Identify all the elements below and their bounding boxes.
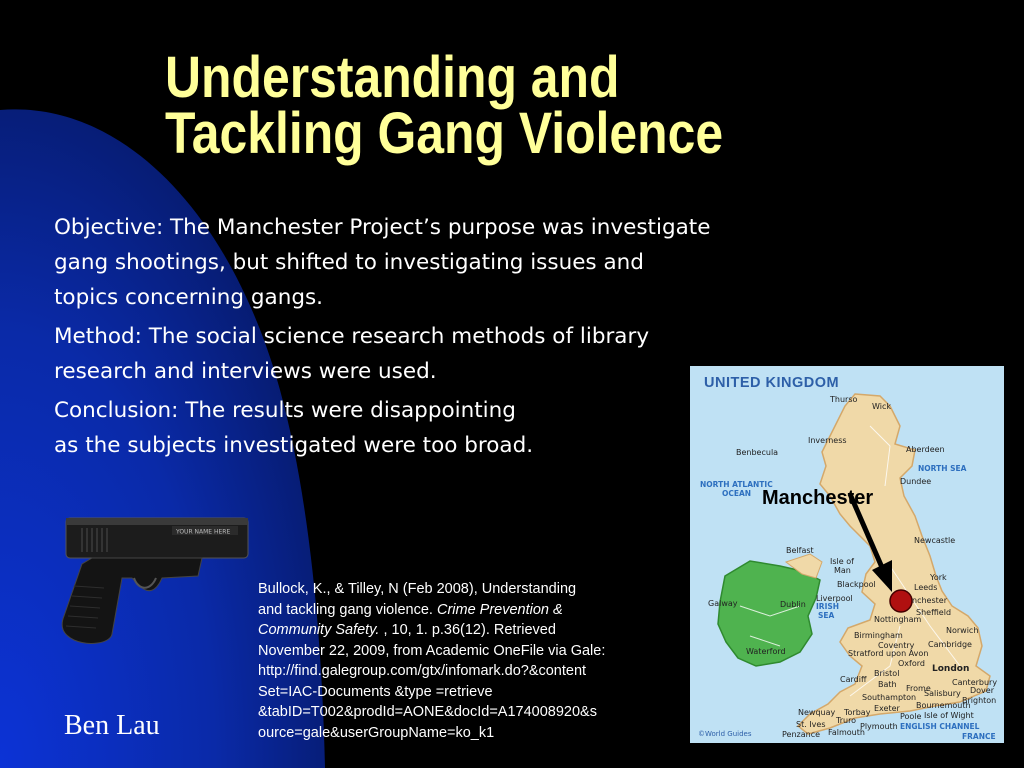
bullet-line: Method: The social science research methods of library [54, 324, 650, 349]
bullet-line: as the subjects investigated were too broad. [54, 433, 534, 458]
map-place-label: Benbecula [736, 448, 779, 457]
map-place-label: FRANCE [962, 732, 996, 741]
map-place-label: Bath [878, 680, 897, 689]
gun-engraving: YOUR NAME HERE [176, 528, 231, 536]
map-place-label: Stratford upon Avon [848, 649, 929, 658]
map-place-label: Sheffield [916, 608, 952, 617]
map-place-label: Leeds [914, 583, 938, 592]
map-credit: ©World Guides [698, 730, 752, 738]
citation-line: &tabID=T002&prodId=AONE&docId=A174008920&s [258, 704, 597, 720]
map-place-label: Cambridge [928, 640, 972, 649]
bullet-line: gang shootings, but shifted to investigating issues and [54, 250, 644, 275]
map-place-label: London [932, 664, 970, 674]
map-place-label: Waterford [746, 647, 786, 656]
map-place-label: Wick [872, 402, 891, 411]
map-place-label: Falmouth [828, 728, 865, 737]
bullet-line: Objective: The Manchester Project’s purpose was investigate [54, 215, 711, 240]
map-place-label: nchester [912, 596, 947, 605]
map-place-label: Norwich [946, 626, 979, 635]
citation-line [258, 600, 678, 621]
map-place-label: Blackpool [837, 580, 876, 589]
handgun-image [52, 516, 252, 656]
map-place-label: Oxford [898, 659, 925, 668]
map-title: UNITED KINGDOM [704, 375, 840, 391]
author-name: Ben Lau [64, 710, 160, 741]
map-place-label: Dover [970, 686, 994, 695]
map-sea-label: NORTH SEA [918, 464, 967, 473]
bullet-line: topics concerning gangs. [54, 285, 324, 310]
citation-text: and tackling gang violence. [258, 601, 437, 618]
map-place-label: Truro [836, 716, 857, 725]
map-sea-label: NORTH ATLANTIC [700, 480, 773, 489]
title-line-2: Tackling Gang Violence [165, 101, 724, 166]
map-sea-label: IRISH [816, 602, 840, 611]
map-sea-label: OCEAN [722, 489, 752, 498]
citation-line: November 22, 2009, from Academic OneFile via Gale: [258, 642, 606, 659]
map-place-label: St. Ives [796, 720, 826, 729]
uk-map [690, 366, 1004, 743]
map-place-label: Belfast [786, 546, 814, 555]
map-place-label: Bristol [874, 669, 900, 678]
map-sea-label: SEA [818, 611, 835, 620]
manchester-marker [890, 590, 912, 612]
map-place-label: Frome [906, 684, 931, 693]
citation-line: http://find.galegroup.com/gtx/infomark.do?&content [258, 663, 587, 679]
map-place-label: Dundee [900, 477, 932, 486]
map-place-label: Southampton [862, 693, 917, 702]
map-place-label: Dublin [780, 600, 806, 609]
map-place-label: Isle of Wight [924, 711, 974, 720]
map-place-label: Torbay [844, 708, 871, 717]
map-place-label: Salisbury [924, 689, 961, 698]
map-place-label: Galway [708, 599, 738, 608]
citation-line [258, 620, 678, 641]
map-place-label: Poole [900, 712, 922, 721]
slide-title [165, 45, 724, 166]
citation-journal: Crime Prevention & [436, 601, 563, 618]
map-place-label: Aberdeen [906, 445, 945, 454]
map-place-label: Nottingham [874, 615, 922, 624]
map-place-label: Brighton [962, 696, 997, 705]
manchester-callout: Manchester [762, 487, 874, 509]
bullet-line: research and interviews were used. [54, 359, 437, 384]
map-place-label: Isle of [830, 557, 854, 566]
map-place-label: York [930, 573, 947, 582]
map-place-label: Thurso [830, 395, 858, 404]
map-place-label: Birmingham [854, 631, 903, 640]
map-place-label: Inverness [808, 436, 847, 445]
citation-line: Set=IAC-Documents &type =retrieve [258, 683, 493, 700]
map-sea-label: ENGLISH CHANNEL [900, 722, 980, 731]
map-place-label: Liverpool [816, 594, 853, 603]
map-place-label: Plymouth [860, 722, 898, 731]
map-place-label: Coventry [878, 641, 915, 650]
map-place-label: Canterbury [952, 678, 998, 687]
citation-journal-cont: Community Safety. [258, 622, 380, 638]
map-place-label: Cardiff [840, 675, 867, 684]
map-place-label: Bournemouth [916, 701, 971, 710]
map-place-label: Man [834, 566, 851, 575]
citation [258, 579, 678, 743]
citation-text: , 10, 1. p.36(12). Retrieved [379, 622, 556, 638]
title-line-1: Understanding and [165, 45, 620, 110]
map-place-label: Newquay [798, 708, 836, 717]
map-place-label: Penzance [782, 730, 821, 739]
citation-line: ource=gale&userGroupName=ko_k1 [258, 724, 495, 741]
map-place-label: Exeter [874, 704, 900, 713]
bullet-line: Conclusion: The results were disappointing [54, 398, 516, 423]
bullet-objective [54, 210, 854, 315]
map-place-label: Newcastle [914, 536, 956, 545]
citation-line: Bullock, K., & Tilley, N (Feb 2008), Understanding [258, 581, 577, 597]
